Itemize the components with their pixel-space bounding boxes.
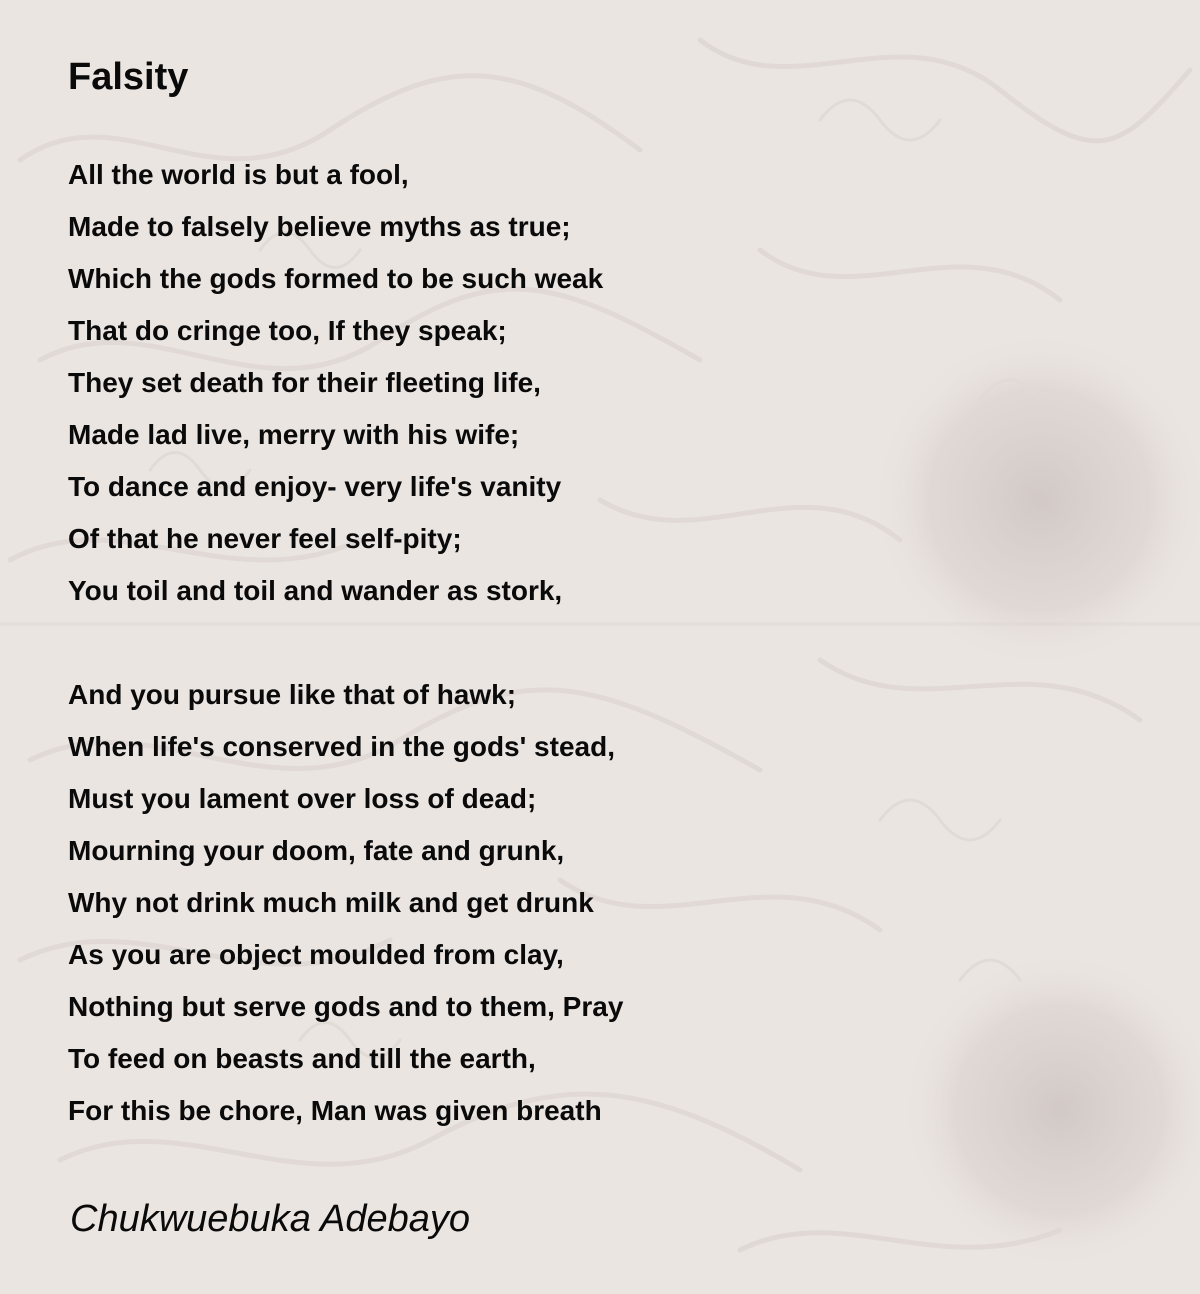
poem-title: Falsity	[68, 56, 189, 98]
poem-line: Why not drink much milk and get drunk	[68, 887, 594, 918]
poem-line: To dance and enjoy- very life's vanity	[68, 471, 562, 502]
poem-line: Nothing but serve gods and to them, Pray	[68, 991, 624, 1022]
stanza-1	[68, 152, 1128, 620]
poem-line: And you pursue like that of hawk;	[68, 679, 517, 710]
poem-line: Must you lament over loss of dead;	[68, 783, 537, 814]
poem-line: Made lad live, merry with his wife;	[68, 419, 520, 450]
poem-line: For this be chore, Man was given breath	[68, 1095, 602, 1126]
poem-line: To feed on beasts and till the earth,	[68, 1043, 536, 1074]
poem-line: All the world is but a fool,	[68, 159, 409, 190]
poem-line: Mourning your doom, fate and grunk,	[68, 835, 565, 866]
poem-author: Chukwuebuka Adebayo	[70, 1198, 470, 1240]
poem-line: They set death for their fleeting life,	[68, 367, 541, 398]
poem-line: That do cringe too, If they speak;	[68, 315, 507, 346]
poem-line: Of that he never feel self-pity;	[68, 523, 462, 554]
poem-line: Which the gods formed to be such weak	[68, 263, 604, 294]
stanza-2	[68, 672, 1128, 1140]
poem-line: You toil and toil and wander as stork,	[68, 575, 563, 606]
poem-line: Made to falsely believe myths as true;	[68, 211, 571, 242]
poem-line: As you are object moulded from clay,	[68, 939, 564, 970]
poem-line: When life's conserved in the gods' stead,	[68, 731, 615, 762]
